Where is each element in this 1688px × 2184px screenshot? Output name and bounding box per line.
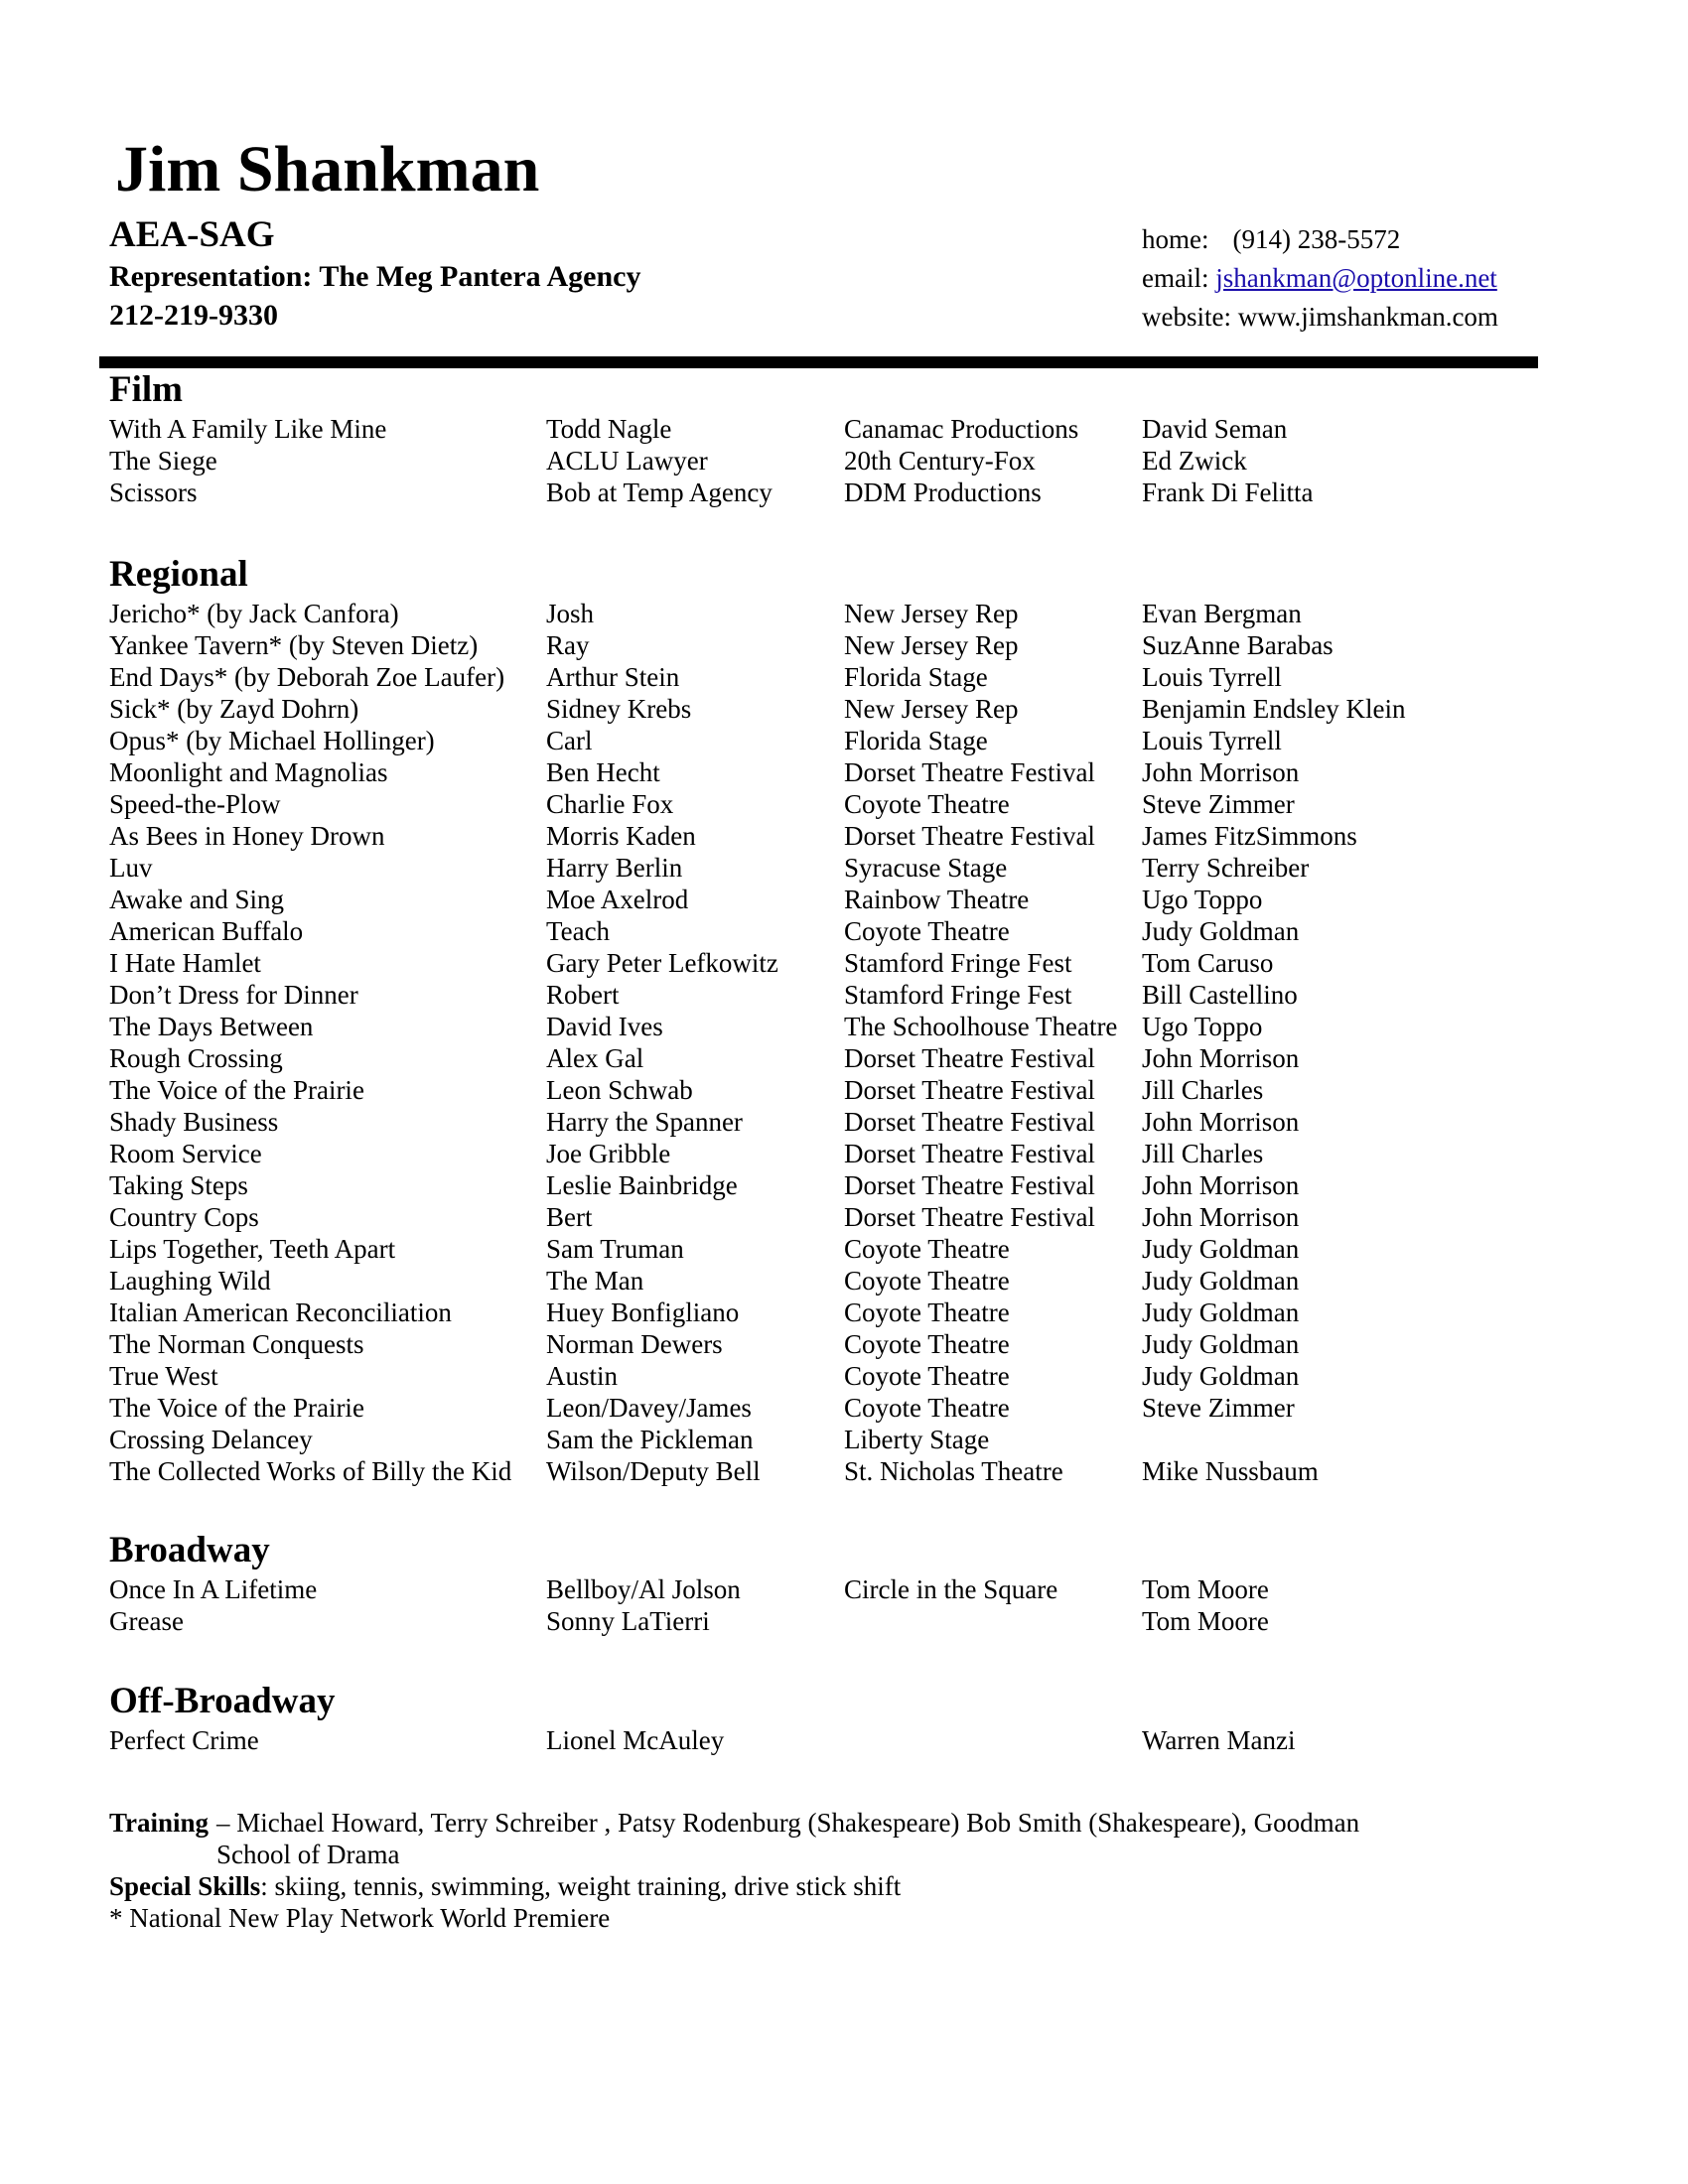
director: Judy Goldman — [1142, 1266, 1300, 1296]
venue: Syracuse Stage — [844, 853, 1008, 883]
role: Bert — [546, 1202, 593, 1232]
director: Judy Goldman — [1142, 1329, 1300, 1359]
credit-row — [109, 1455, 1479, 1487]
website-line: website: www.jimshankman.com — [1142, 302, 1498, 332]
credit-row — [109, 947, 1479, 979]
director: James FitzSimmons — [1142, 821, 1357, 851]
director: Mike Nussbaum — [1142, 1456, 1319, 1486]
credit-row — [109, 661, 1479, 693]
venue: Dorset Theatre Festival — [844, 757, 1095, 787]
film-credits — [109, 413, 1479, 508]
venue: Dorset Theatre Festival — [844, 1075, 1095, 1105]
director: Evan Bergman — [1142, 599, 1302, 628]
role: Todd Nagle — [546, 414, 672, 444]
production-title: As Bees in Honey Drown — [109, 821, 385, 851]
production-title: Taking Steps — [109, 1170, 248, 1200]
role: Robert — [546, 980, 620, 1010]
role: Sidney Krebs — [546, 694, 692, 724]
credit-row — [109, 1233, 1479, 1265]
production-title: True West — [109, 1361, 218, 1391]
venue: Dorset Theatre Festival — [844, 821, 1095, 851]
credit-row — [109, 629, 1479, 661]
production-title: With A Family Like Mine — [109, 414, 387, 444]
venue: Dorset Theatre Festival — [844, 1202, 1095, 1232]
skills-label: Special Skills — [109, 1871, 261, 1901]
director: Judy Goldman — [1142, 1361, 1300, 1391]
training-label: Training — [109, 1808, 210, 1838]
role: Josh — [546, 599, 595, 628]
role: Ray — [546, 630, 590, 660]
email-link[interactable]: jshankman@optonline.net — [1215, 263, 1497, 293]
production-title: Once In A Lifetime — [109, 1574, 318, 1604]
credit-row — [109, 1328, 1479, 1360]
director: Frank Di Felitta — [1142, 478, 1314, 507]
production-title: American Buffalo — [109, 916, 304, 946]
role: ACLU Lawyer — [546, 446, 708, 476]
regional-credits — [109, 598, 1479, 1487]
director: Ugo Toppo — [1142, 1012, 1263, 1041]
premiere-footnote: * National New Play Network World Premiere — [109, 1903, 611, 1933]
director: Ed Zwick — [1142, 446, 1247, 476]
venue: Canamac Productions — [844, 414, 1079, 444]
role: Wilson/Deputy Bell — [546, 1456, 761, 1486]
director: John Morrison — [1142, 1202, 1300, 1232]
email-label: email: — [1142, 263, 1209, 293]
venue: New Jersey Rep — [844, 694, 1019, 724]
director: Steve Zimmer — [1142, 1393, 1295, 1423]
resume-notes — [109, 1807, 1430, 1934]
home-phone: (914) 238-5572 — [1232, 224, 1401, 254]
role: Leslie Bainbridge — [546, 1170, 738, 1200]
role: Gary Peter Lefkowitz — [546, 948, 778, 978]
venue: The Schoolhouse Theatre — [844, 1012, 1118, 1041]
role: Morris Kaden — [546, 821, 696, 851]
union-affiliation: AEA-SAG — [109, 214, 275, 255]
director: Judy Goldman — [1142, 1234, 1300, 1264]
role: Joe Gribble — [546, 1139, 671, 1168]
director: Jill Charles — [1142, 1075, 1264, 1105]
venue: Florida Stage — [844, 662, 988, 692]
credit-row — [109, 598, 1479, 629]
home-phone-line — [1142, 226, 1400, 253]
production-title: The Voice of the Prairie — [109, 1075, 364, 1105]
venue: New Jersey Rep — [844, 599, 1019, 628]
venue: Liberty Stage — [844, 1425, 990, 1454]
credit-row — [109, 413, 1479, 445]
venue: Coyote Theatre — [844, 1234, 1010, 1264]
venue: Dorset Theatre Festival — [844, 1107, 1095, 1137]
director: John Morrison — [1142, 1170, 1300, 1200]
credit-row — [109, 852, 1479, 884]
credit-row — [109, 693, 1479, 725]
director: John Morrison — [1142, 1107, 1300, 1137]
role: Sam the Pickleman — [546, 1425, 754, 1454]
production-title: Italian American Reconciliation — [109, 1297, 452, 1327]
credit-row — [109, 1265, 1479, 1297]
credit-row — [109, 1106, 1479, 1138]
production-title: Jericho* (by Jack Canfora) — [109, 599, 399, 628]
director: Terry Schreiber — [1142, 853, 1310, 883]
role: Austin — [546, 1361, 619, 1391]
production-title: Scissors — [109, 478, 198, 507]
venue: Rainbow Theatre — [844, 885, 1030, 914]
credit-row — [109, 1297, 1479, 1328]
venue: Circle in the Square — [844, 1574, 1058, 1604]
credit-row — [109, 1573, 1479, 1605]
director: John Morrison — [1142, 1043, 1300, 1073]
production-title: Laughing Wild — [109, 1266, 271, 1296]
director: Tom Moore — [1142, 1606, 1269, 1636]
skills-line — [109, 1870, 1430, 1902]
home-label: home: — [1142, 224, 1209, 254]
role: Lionel McAuley — [546, 1725, 725, 1755]
director: Louis Tyrrell — [1142, 726, 1282, 755]
role: The Man — [546, 1266, 644, 1296]
venue: Coyote Theatre — [844, 1361, 1010, 1391]
director: Bill Castellino — [1142, 980, 1298, 1010]
credit-row — [109, 725, 1479, 756]
production-title: I Hate Hamlet — [109, 948, 261, 978]
production-title: Moonlight and Magnolias — [109, 757, 388, 787]
director: Warren Manzi — [1142, 1725, 1296, 1755]
venue: Dorset Theatre Festival — [844, 1170, 1095, 1200]
credit-row — [109, 820, 1479, 852]
role: Bellboy/Al Jolson — [546, 1574, 741, 1604]
production-title: Luv — [109, 853, 153, 883]
director: Jill Charles — [1142, 1139, 1264, 1168]
credit-row — [109, 445, 1479, 477]
role: Ben Hecht — [546, 757, 660, 787]
role: Norman Dewers — [546, 1329, 723, 1359]
venue: Dorset Theatre Festival — [844, 1043, 1095, 1073]
director: Benjamin Endsley Klein — [1142, 694, 1406, 724]
film-heading: Film — [109, 369, 183, 410]
production-title: Shady Business — [109, 1107, 279, 1137]
production-title: Sick* (by Zayd Dohrn) — [109, 694, 359, 724]
production-title: Lips Together, Teeth Apart — [109, 1234, 396, 1264]
director: David Seman — [1142, 414, 1288, 444]
role: Arthur Stein — [546, 662, 680, 692]
production-title: Perfect Crime — [109, 1725, 259, 1755]
role: Harry the Spanner — [546, 1107, 743, 1137]
production-title: Country Cops — [109, 1202, 259, 1232]
venue: Coyote Theatre — [844, 1393, 1010, 1423]
role: Sonny LaTierri — [546, 1606, 710, 1636]
venue: Florida Stage — [844, 726, 988, 755]
credit-row — [109, 788, 1479, 820]
role: Sam Truman — [546, 1234, 684, 1264]
training-line — [109, 1807, 1430, 1870]
credit-row — [109, 1424, 1479, 1455]
venue: St. Nicholas Theatre — [844, 1456, 1063, 1486]
credit-row — [109, 979, 1479, 1011]
venue: Coyote Theatre — [844, 1266, 1010, 1296]
production-title: Crossing Delancey — [109, 1425, 313, 1454]
credit-row — [109, 1169, 1479, 1201]
role: David Ives — [546, 1012, 663, 1041]
credit-row — [109, 1605, 1479, 1637]
credit-row — [109, 1011, 1479, 1042]
production-title: End Days* (by Deborah Zoe Laufer) — [109, 662, 505, 692]
venue: New Jersey Rep — [844, 630, 1019, 660]
credit-row — [109, 1201, 1479, 1233]
skills-text: : skiing, tennis, swimming, weight training, drive stick shift — [260, 1871, 902, 1901]
role: Harry Berlin — [546, 853, 683, 883]
credit-row — [109, 1360, 1479, 1392]
credit-row — [109, 884, 1479, 915]
production-title: The Collected Works of Billy the Kid — [109, 1456, 512, 1486]
credit-row — [109, 1042, 1479, 1074]
role: Charlie Fox — [546, 789, 674, 819]
venue: Stamford Fringe Fest — [844, 948, 1072, 978]
director: Tom Moore — [1142, 1574, 1269, 1604]
production-title: Yankee Tavern* (by Steven Dietz) — [109, 630, 479, 660]
production-title: Room Service — [109, 1139, 262, 1168]
off-broadway-heading: Off-Broadway — [109, 1681, 336, 1721]
venue: Stamford Fringe Fest — [844, 980, 1072, 1010]
production-title: Grease — [109, 1606, 184, 1636]
credit-row — [109, 1724, 1479, 1756]
email-line — [1142, 265, 1497, 292]
representation: Representation: The Meg Pantera Agency — [109, 260, 641, 293]
role: Moe Axelrod — [546, 885, 689, 914]
director: John Morrison — [1142, 757, 1300, 787]
role: Teach — [546, 916, 611, 946]
regional-heading: Regional — [109, 554, 248, 595]
venue: DDM Productions — [844, 478, 1042, 507]
production-title: The Norman Conquests — [109, 1329, 364, 1359]
venue: 20th Century-Fox — [844, 446, 1036, 476]
role: Alex Gal — [546, 1043, 644, 1073]
role: Bob at Temp Agency — [546, 478, 773, 507]
venue: Coyote Theatre — [844, 789, 1010, 819]
production-title: Speed-the-Plow — [109, 789, 281, 819]
director: SuzAnne Barabas — [1142, 630, 1334, 660]
venue: Coyote Theatre — [844, 916, 1010, 946]
venue: Coyote Theatre — [844, 1297, 1010, 1327]
credit-row — [109, 756, 1479, 788]
credit-row — [109, 477, 1479, 508]
production-title: Opus* (by Michael Hollinger) — [109, 726, 435, 755]
actor-name: Jim Shankman — [115, 133, 540, 205]
credit-row — [109, 1074, 1479, 1106]
production-title: Rough Crossing — [109, 1043, 283, 1073]
director: Tom Caruso — [1142, 948, 1274, 978]
role: Carl — [546, 726, 593, 755]
training-text: – Michael Howard, Terry Schreiber , Patsy Rodenburg (Shakespeare) Bob Smith (Shakespeare), Goodman School of Drama — [216, 1808, 1360, 1869]
production-title: Don’t Dress for Dinner — [109, 980, 358, 1010]
broadway-heading: Broadway — [109, 1530, 270, 1570]
broadway-credits — [109, 1573, 1479, 1637]
venue — [844, 1605, 1142, 1637]
production-title: The Siege — [109, 446, 217, 476]
director: Louis Tyrrell — [1142, 662, 1282, 692]
director: Judy Goldman — [1142, 916, 1300, 946]
production-title: The Voice of the Prairie — [109, 1393, 364, 1423]
header-divider — [99, 356, 1538, 368]
venue: Dorset Theatre Festival — [844, 1139, 1095, 1168]
production-title: The Days Between — [109, 1012, 314, 1041]
credit-row — [109, 1138, 1479, 1169]
venue — [844, 1724, 1142, 1756]
role: Huey Bonfigliano — [546, 1297, 740, 1327]
production-title: Awake and Sing — [109, 885, 284, 914]
credit-row — [109, 1392, 1479, 1424]
director — [1142, 1424, 1479, 1455]
director: Ugo Toppo — [1142, 885, 1263, 914]
role: Leon/Davey/James — [546, 1393, 752, 1423]
director: Steve Zimmer — [1142, 789, 1295, 819]
director: Judy Goldman — [1142, 1297, 1300, 1327]
credit-row — [109, 915, 1479, 947]
venue: Coyote Theatre — [844, 1329, 1010, 1359]
off-broadway-credits — [109, 1724, 1479, 1756]
agency-phone: 212-219-9330 — [109, 299, 278, 332]
role: Leon Schwab — [546, 1075, 693, 1105]
